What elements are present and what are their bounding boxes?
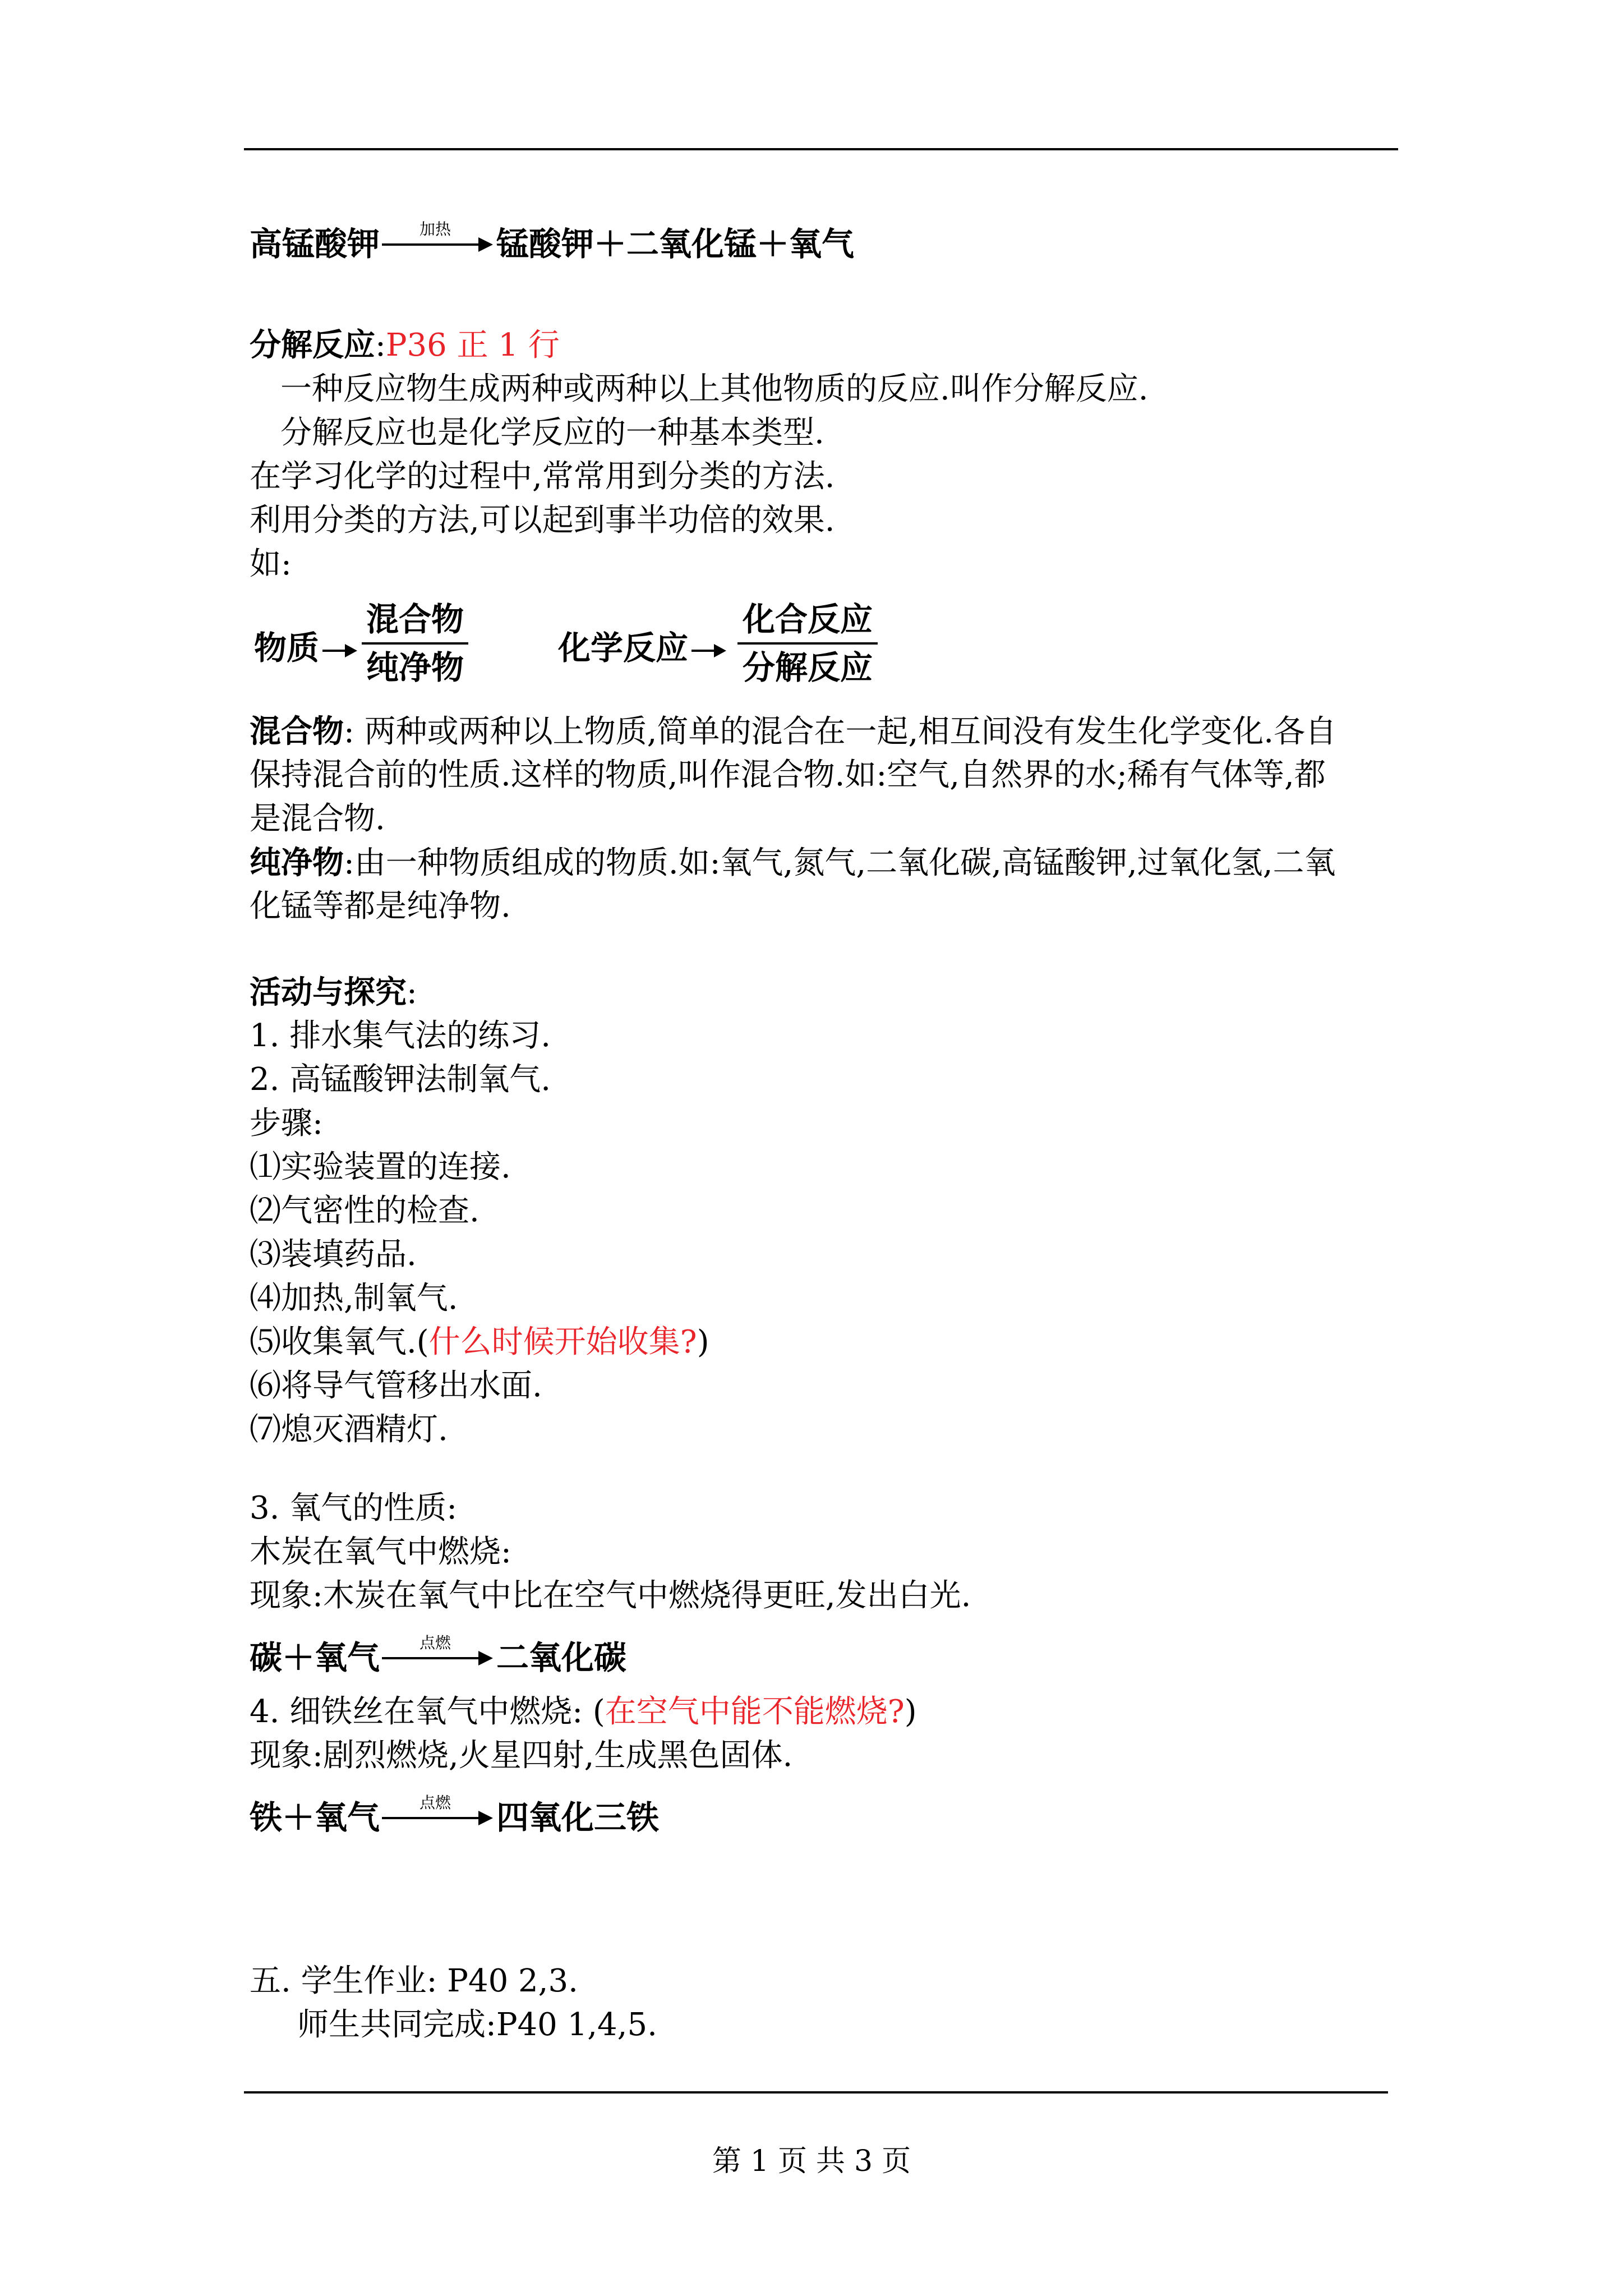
reaction-condition: 点燃 xyxy=(419,1793,451,1812)
step-item: ⑺熄灭酒精灯. xyxy=(250,1411,448,1448)
equation-products: 锰酸钾＋二氧化锰＋氧气 xyxy=(496,225,855,263)
activity-heading-line: 活动与探究: xyxy=(250,974,417,1011)
page-footer: 第 1 页 共 3 页 xyxy=(712,2145,911,2178)
reaction-classification xyxy=(558,597,895,698)
pure-term: 纯净物 xyxy=(250,844,344,881)
oxygen-line: 现象:剧烈燃烧,火星四射,生成黑色固体. xyxy=(250,1737,793,1774)
reaction-condition: 点燃 xyxy=(419,1634,451,1652)
activity-item: 2. 高锰酸钾法制氧气. xyxy=(250,1061,551,1098)
mixture-definition-cont: 是混合物. xyxy=(250,800,385,837)
step-question: 什么时候开始收集? xyxy=(428,1324,697,1360)
mixture-term: 混合物 xyxy=(250,713,344,750)
decomposition-line: 在学习化学的过程中,常常用到分类的方法. xyxy=(250,458,835,495)
classification-top: 化合反应 xyxy=(742,600,873,638)
activity-heading: 活动与探究 xyxy=(250,974,407,1011)
reaction-condition: 加热 xyxy=(419,220,451,238)
oxygen-line: 木炭在氧气中燃烧: xyxy=(250,1534,511,1570)
page-reference: P36 正 1 行 xyxy=(385,327,560,364)
pure-definition: 纯净物:由一种物质组成的物质.如:氧气,氮气,二氧化碳,高锰酸钾,过氧化氢,二氧 xyxy=(250,844,1336,881)
decomposition-line: 分解反应也是化学反应的一种基本类型. xyxy=(280,415,824,451)
activity-item: 1. 排水集气法的练习. xyxy=(250,1018,551,1054)
mixture-definition-cont: 保持混合前的性质.这样的物质,叫作混合物.如:空气,自然界的水;稀有气体等,都 xyxy=(250,757,1326,793)
equation-reactant: 高锰酸钾 xyxy=(250,225,380,263)
step-item: ⑷加热,制氧气. xyxy=(250,1280,458,1317)
classification-top: 混合物 xyxy=(366,600,464,638)
page-number: 1 xyxy=(750,2145,769,2178)
equation-carbon xyxy=(250,1630,626,1680)
page-total: 3 xyxy=(854,2145,873,2178)
reaction-arrow xyxy=(382,1634,494,1672)
step-item: ⑹将导气管移出水面. xyxy=(250,1368,542,1404)
homework-line: 五. 学生作业: P40 2,3. xyxy=(250,1963,578,1999)
oxygen-item: 3. 氧气的性质: xyxy=(250,1490,458,1526)
decomposition-line: 如: xyxy=(250,546,292,582)
classification-lead: 物质 xyxy=(254,629,320,667)
step-item: ⑵气密性的检查. xyxy=(250,1193,479,1229)
reaction-arrow xyxy=(382,1793,494,1832)
steps-label: 步骤: xyxy=(250,1105,323,1142)
decomposition-heading: 分解反应 xyxy=(250,326,375,364)
step-item: ⑴实验装置的连接. xyxy=(250,1149,511,1185)
reaction-arrow xyxy=(382,220,494,258)
decomposition-line: 一种反应物生成两种或两种以上其他物质的反应.叫作分解反应. xyxy=(280,371,1149,407)
decomposition-heading-line: 分解反应:P36 正 1 行 xyxy=(250,326,560,364)
equation-reactant: 碳＋氧气 xyxy=(250,1639,380,1677)
homework-line: 师生共同完成:P40 1,4,5. xyxy=(297,2007,657,2043)
decomposition-line: 利用分类的方法,可以起到事半功倍的效果. xyxy=(250,502,835,539)
oxygen-line: 现象:木炭在氧气中比在空气中燃烧得更旺,发出白光. xyxy=(250,1577,971,1614)
header-rule xyxy=(244,148,1398,150)
classification-lead: 化学反应 xyxy=(558,629,689,667)
mixture-definition: 混合物: 两种或两种以上物质,简单的混合在一起,相互间没有发生化学变化.各自 xyxy=(250,713,1337,750)
oxygen-item-4: 4. 细铁丝在氧气中燃烧: (在空气中能不能燃烧?) xyxy=(250,1694,917,1730)
pure-definition-cont: 化锰等都是纯净物. xyxy=(250,888,511,924)
iron-question: 在空气中能不能燃烧? xyxy=(605,1694,905,1730)
step-item: ⑶装填药品. xyxy=(250,1236,417,1273)
classification-bottom: 分解反应 xyxy=(742,648,873,687)
equation-reactant: 铁＋氧气 xyxy=(250,1798,380,1837)
classification-bottom: 纯净物 xyxy=(366,648,464,687)
equation-products: 四氧化三铁 xyxy=(496,1798,660,1837)
footer-rule xyxy=(244,2091,1388,2093)
equation-products: 二氧化碳 xyxy=(496,1639,627,1677)
equation-kmno4 xyxy=(250,216,854,266)
arrow-icon xyxy=(691,639,727,662)
substance-classification xyxy=(250,597,485,698)
equation-iron xyxy=(250,1789,659,1840)
arrow-icon xyxy=(322,639,358,662)
step-item-5: ⑸收集氧气.(什么时候开始收集?) xyxy=(250,1324,709,1360)
